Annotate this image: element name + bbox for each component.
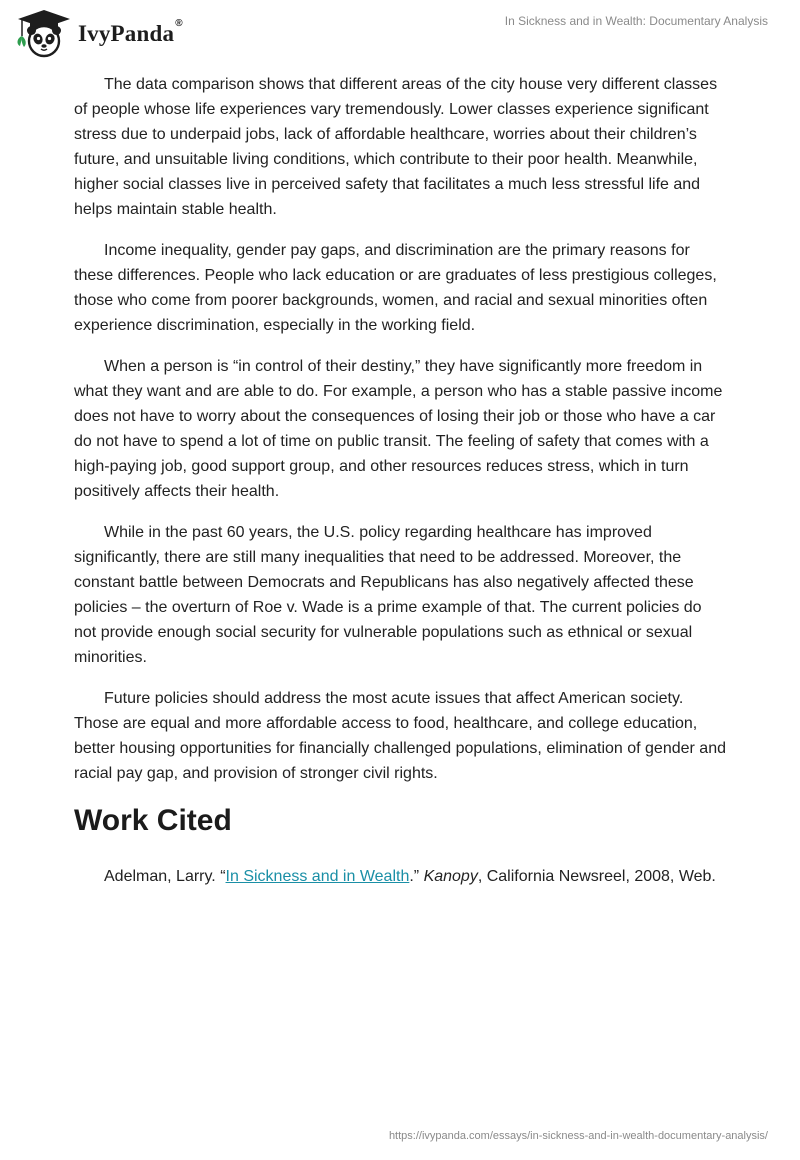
essay-body bbox=[74, 72, 726, 889]
paragraph-5: Future policies should address the most acute issues that affect American society. Those are equal and more affordable access to food, healthcare, and college education, better housing opportunities for financially challenged populations, elimination of gender and racial pay gap, and provision of stronger civil rights. bbox=[74, 690, 726, 782]
page-header bbox=[0, 0, 800, 64]
works-cited-heading: Work Cited bbox=[74, 804, 232, 837]
brand-name-text: IvyPanda bbox=[78, 21, 175, 46]
panda-graduate-icon bbox=[14, 8, 74, 58]
citation-after-link: .” bbox=[409, 868, 424, 885]
ivypanda-logo[interactable] bbox=[14, 8, 183, 58]
paragraph-3: When a person is “in control of their destiny,” they have significantly more freedom in what they want and are able to do. For example, a person who has a stable passive income does not have to worry about the consequences of losing their job or those who have a car do not have to spend a lot of time on public transit. The feeling of safety that comes with a high-paying job, good support group, and other resources reduces stress, which in turn positively affects their health. bbox=[74, 358, 723, 500]
source-url[interactable]: https://ivypanda.com/essays/in-sickness-and-in-wealth-documentary-analysis/ bbox=[388, 1130, 768, 1142]
registered-mark: ® bbox=[175, 18, 183, 29]
paragraph-4: While in the past 60 years, the U.S. policy regarding healthcare has improved significantly, there are still many inequalities that need to be addressed. Moreover, the constant battle between Democrats and Republicans has also negatively affected these policies – the overturn of Roe v. Wade is a prime example of that. The current policies do not provide enough social security for vulnerable populations such as ethnical or sexual minorities. bbox=[74, 524, 702, 666]
document-title: In Sickness and in Wealth: Documentary Analysis bbox=[504, 14, 768, 28]
citation-details: , California Newsreel, 2008, Web. bbox=[477, 868, 716, 885]
citation-entry bbox=[74, 864, 726, 889]
citation-title-link[interactable]: In Sickness and in Wealth bbox=[225, 868, 410, 885]
brand-name bbox=[78, 18, 183, 47]
citation-source: Kanopy bbox=[423, 868, 478, 885]
paragraph-1: The data comparison shows that different areas of the city house very different classes of people whose life experiences vary tremendously. Lower classes experience significant stress due to underpaid jobs, lack of affordable healthcare, worries about their children’s future, and unsuitable living conditions, which contribute to their poor health. Meanwhile, higher social classes live in perceived safety that facilitates a much less stressful life and helps maintain stable health. bbox=[74, 76, 718, 218]
paragraph-2: Income inequality, gender pay gaps, and discrimination are the primary reasons for these differences. People who lack education or are graduates of less prestigious colleges, those who come from poorer backgrounds, women, and racial and sexual minorities often experience discrimination, especially in the working field. bbox=[74, 242, 717, 334]
citation-author: Adelman, Larry. “ bbox=[104, 868, 226, 885]
